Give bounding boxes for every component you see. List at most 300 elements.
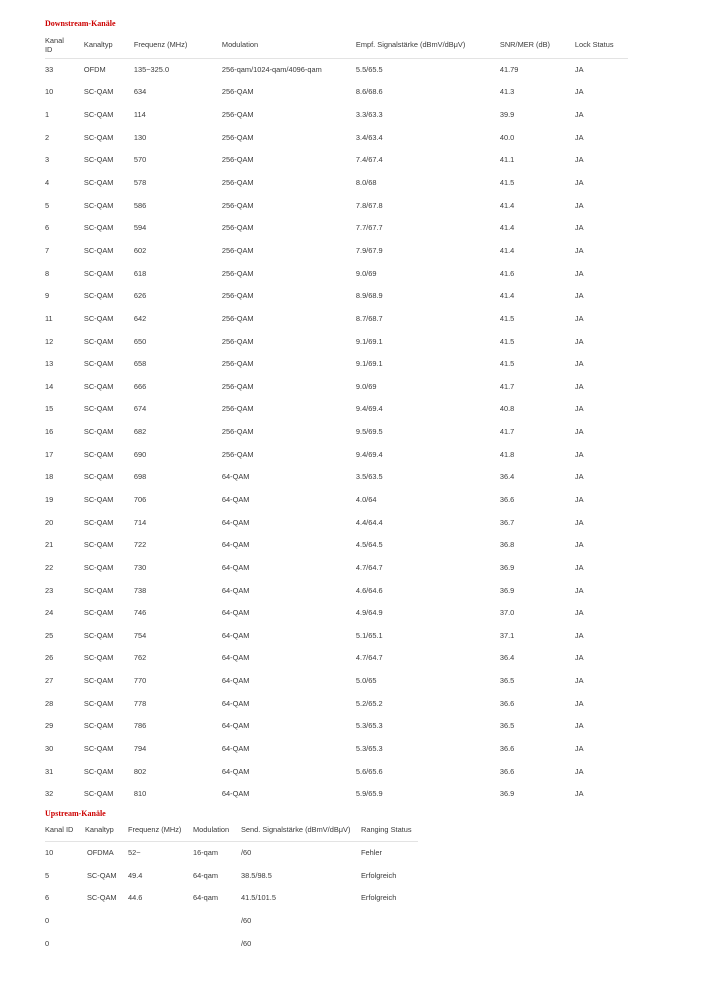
frequenz-cell: 746 <box>133 608 147 618</box>
modulation-cell: 256-qam/1024-qam/4096-qam <box>221 65 322 75</box>
upstream-table <box>45 818 418 954</box>
signalstaerke-cell: 3.3/63.3 <box>355 110 383 120</box>
frequenz-cell: 594 <box>133 223 147 233</box>
modulation-cell: 256-QAM <box>221 245 254 255</box>
signalstaerke-cell: 3.5/63.5 <box>355 472 383 482</box>
header-kanal-id: Kanal ID <box>45 824 74 834</box>
downstream-row <box>45 171 628 194</box>
kanal-id-cell: 19 <box>45 494 54 504</box>
modulation-cell: 64-QAM <box>221 744 250 754</box>
kanal-id-cell: 2 <box>45 132 50 142</box>
signalstaerke-cell: 5.0/65 <box>355 676 377 686</box>
signalstaerke-cell: 3.4/63.4 <box>355 132 383 142</box>
signalstaerke-cell: 9.4/69.4 <box>355 404 383 414</box>
frequenz-cell: 810 <box>133 789 147 799</box>
header-kanaltyp: Kanaltyp <box>83 40 113 50</box>
kanal-id-cell: 11 <box>45 313 53 323</box>
downstream-row <box>45 239 628 262</box>
downstream-row <box>45 126 628 149</box>
downstream-row <box>45 669 628 692</box>
modulation-cell: 256-QAM <box>221 87 254 97</box>
snr-mer-cell: 39.9 <box>499 110 515 120</box>
frequenz-cell: 722 <box>133 540 147 550</box>
downstream-row <box>45 737 628 760</box>
snr-mer-cell: 41.3 <box>499 87 515 97</box>
header-kanal-id: Kanal ID <box>45 35 64 54</box>
lock-status-cell: JA <box>574 313 584 323</box>
modulation-cell: 256-QAM <box>221 449 254 459</box>
downstream-row <box>45 715 628 738</box>
downstream-row <box>45 533 628 556</box>
signalstaerke-cell: 9.1/69.1 <box>355 336 383 346</box>
kanal-id-cell: 8 <box>45 268 50 278</box>
modulation-cell: 256-QAM <box>221 132 254 142</box>
kanal-id-cell: 20 <box>45 517 54 527</box>
header-kanaltyp: Kanaltyp <box>85 824 114 834</box>
kanal-id-cell: 12 <box>45 336 54 346</box>
frequenz-cell: 658 <box>133 359 147 369</box>
kanaltyp-cell: SC-QAM <box>83 721 114 731</box>
frequenz-cell: 794 <box>133 744 147 754</box>
lock-status-cell: JA <box>574 245 584 255</box>
frequenz-cell: 674 <box>133 404 147 414</box>
kanal-id-cell: 22 <box>45 562 54 572</box>
signalstaerke-cell: 7.9/67.9 <box>355 245 383 255</box>
downstream-row <box>45 420 628 443</box>
modulation-cell: 64-QAM <box>221 562 250 572</box>
snr-mer-cell: 36.9 <box>499 585 515 595</box>
lock-status-cell: JA <box>574 540 584 550</box>
signalstaerke-cell: 7.7/67.7 <box>355 223 383 233</box>
frequenz-cell: 786 <box>133 721 147 731</box>
downstream-row <box>45 81 628 104</box>
kanaltyp-cell: SC-QAM <box>83 291 114 301</box>
kanaltyp-cell: SC-QAM <box>83 245 114 255</box>
snr-mer-cell: 37.1 <box>499 630 515 640</box>
signalstaerke-cell: 4.9/64.9 <box>355 608 383 618</box>
downstream-title: Downstream-Kanäle <box>45 19 116 28</box>
modulation-cell: 256-QAM <box>221 178 254 188</box>
kanal-id-cell: 25 <box>45 630 54 640</box>
frequenz-cell: 770 <box>133 676 147 686</box>
signalstaerke-cell: 5.6/65.6 <box>355 766 383 776</box>
signalstaerke-cell: 5.1/65.1 <box>355 630 383 640</box>
snr-mer-cell: 36.9 <box>499 562 515 572</box>
frequenz-cell: 626 <box>133 291 147 301</box>
downstream-row <box>45 103 628 126</box>
frequenz-cell: 578 <box>133 178 147 188</box>
signalstaerke-cell: 7.8/67.8 <box>355 200 383 210</box>
kanaltyp-cell: SC-QAM <box>83 630 114 640</box>
ranging-status-cell: Erfolgreich <box>361 893 397 903</box>
snr-mer-cell: 41.5 <box>499 313 515 323</box>
ranging-status-cell <box>361 932 418 955</box>
header-frequenz: Frequenz (MHz) <box>128 824 182 834</box>
frequenz-cell: 602 <box>133 245 147 255</box>
snr-mer-cell: 36.6 <box>499 494 515 504</box>
snr-mer-cell: 41.5 <box>499 178 515 188</box>
snr-mer-cell: 36.6 <box>499 698 515 708</box>
kanal-id-cell: 6 <box>45 893 50 903</box>
frequenz-cell: 52~ <box>128 848 141 858</box>
snr-mer-cell: 36.7 <box>499 517 515 527</box>
lock-status-cell: JA <box>574 698 584 708</box>
snr-mer-cell: 41.4 <box>499 200 515 210</box>
downstream-row <box>45 624 628 647</box>
frequenz-cell: 130 <box>133 132 147 142</box>
frequenz-cell: 49.4 <box>128 870 143 880</box>
kanal-id-cell: 31 <box>45 766 54 776</box>
send-signalstaerke-cell: 38.5/98.5 <box>241 870 272 880</box>
downstream-row <box>45 511 628 534</box>
frequenz-cell: 634 <box>133 87 147 97</box>
kanal-id-cell: 3 <box>45 155 50 165</box>
signalstaerke-cell: 4.4/64.4 <box>355 517 383 527</box>
downstream-row <box>45 216 628 239</box>
kanaltyp-cell: SC-QAM <box>87 893 117 903</box>
frequenz-cell: 135~325.0 <box>133 65 170 75</box>
signalstaerke-cell: 9.1/69.1 <box>355 359 383 369</box>
frequenz-cell: 738 <box>133 585 147 595</box>
kanaltyp-cell: SC-QAM <box>83 87 114 97</box>
kanaltyp-cell: SC-QAM <box>83 585 114 595</box>
lock-status-cell: JA <box>574 766 584 776</box>
snr-mer-cell: 41.4 <box>499 223 515 233</box>
kanal-id-cell: 33 <box>45 65 54 75</box>
signalstaerke-cell: 5.3/65.3 <box>355 744 383 754</box>
modulation-cell: 64-QAM <box>221 608 250 618</box>
kanaltyp-cell: SC-QAM <box>83 427 114 437</box>
lock-status-cell: JA <box>574 630 584 640</box>
kanal-id-cell: 5 <box>45 870 50 880</box>
modulation-cell: 256-QAM <box>221 404 254 414</box>
kanal-id-cell: 23 <box>45 585 54 595</box>
upstream-row <box>45 909 418 932</box>
kanal-id-cell: 0 <box>45 915 50 925</box>
downstream-row <box>45 488 628 511</box>
modulation-cell: 64-QAM <box>221 653 250 663</box>
downstream-row <box>45 760 628 783</box>
snr-mer-cell: 40.0 <box>499 132 515 142</box>
frequenz-cell: 714 <box>133 517 147 527</box>
modulation-cell: 256-QAM <box>221 427 254 437</box>
modulation-cell: 256-QAM <box>221 223 254 233</box>
kanal-id-cell: 10 <box>45 87 54 97</box>
lock-status-cell: JA <box>574 178 584 188</box>
header-modulation: Modulation <box>193 824 230 834</box>
downstream-header-row <box>45 32 628 58</box>
downstream-row <box>45 579 628 602</box>
downstream-row <box>45 647 628 670</box>
snr-mer-cell: 37.0 <box>499 608 515 618</box>
modulation-cell <box>193 909 241 932</box>
downstream-row <box>45 375 628 398</box>
snr-mer-cell: 36.4 <box>499 472 515 482</box>
snr-mer-cell: 41.79 <box>499 65 519 75</box>
upstream-row <box>45 886 418 909</box>
lock-status-cell: JA <box>574 585 584 595</box>
lock-status-cell: JA <box>574 676 584 686</box>
kanaltyp-cell: SC-QAM <box>83 381 114 391</box>
downstream-row <box>45 443 628 466</box>
frequenz-cell: 586 <box>133 200 147 210</box>
kanaltyp-cell: SC-QAM <box>83 313 114 323</box>
frequenz-cell: 706 <box>133 494 147 504</box>
header-frequenz: Frequenz (MHz) <box>133 40 188 50</box>
signalstaerke-cell: 4.0/64 <box>355 494 377 504</box>
send-signalstaerke-cell: /60 <box>241 915 252 925</box>
snr-mer-cell: 41.8 <box>499 449 515 459</box>
modulation-cell: 64-QAM <box>221 766 250 776</box>
downstream-row <box>45 601 628 624</box>
lock-status-cell: JA <box>574 744 584 754</box>
kanaltyp-cell <box>85 909 128 932</box>
frequenz-cell: 650 <box>133 336 147 346</box>
header-snr-mer: SNR/MER (dB) <box>499 40 551 50</box>
modulation-cell: 64-QAM <box>221 721 250 731</box>
kanaltyp-cell: SC-QAM <box>83 336 114 346</box>
kanal-id-cell: 24 <box>45 608 54 618</box>
kanaltyp-cell: SC-QAM <box>83 449 114 459</box>
kanal-id-cell: 10 <box>45 848 54 858</box>
lock-status-cell: JA <box>574 291 584 301</box>
modulation-cell: 16-qam <box>193 848 219 858</box>
header-send-signalstaerke: Send. Signalstärke (dBmV/dBμV) <box>241 824 351 834</box>
snr-mer-cell: 41.1 <box>499 155 515 165</box>
lock-status-cell: JA <box>574 87 584 97</box>
frequenz-cell <box>128 932 193 955</box>
lock-status-cell: JA <box>574 155 584 165</box>
snr-mer-cell: 36.4 <box>499 653 515 663</box>
signalstaerke-cell: 8.9/68.9 <box>355 291 383 301</box>
send-signalstaerke-cell: /60 <box>241 938 252 948</box>
modulation-cell: 64-QAM <box>221 789 250 799</box>
modulation-cell: 64-qam <box>193 870 219 880</box>
downstream-row <box>45 352 628 375</box>
kanaltyp-cell <box>85 932 128 955</box>
signalstaerke-cell: 4.5/64.5 <box>355 540 383 550</box>
signalstaerke-cell: 4.7/64.7 <box>355 562 383 572</box>
modulation-cell: 64-QAM <box>221 517 250 527</box>
snr-mer-cell: 41.7 <box>499 381 515 391</box>
snr-mer-cell: 41.5 <box>499 359 515 369</box>
kanaltyp-cell: SC-QAM <box>83 155 114 165</box>
kanaltyp-cell: SC-QAM <box>87 870 117 880</box>
snr-mer-cell: 41.4 <box>499 291 515 301</box>
frequenz-cell: 682 <box>133 427 147 437</box>
kanaltyp-cell: SC-QAM <box>83 562 114 572</box>
kanaltyp-cell: SC-QAM <box>83 359 114 369</box>
kanal-id-cell: 7 <box>45 245 50 255</box>
frequenz-cell: 698 <box>133 472 147 482</box>
kanal-id-cell: 18 <box>45 472 54 482</box>
lock-status-cell: JA <box>574 404 584 414</box>
downstream-row <box>45 194 628 217</box>
modulation-cell: 256-QAM <box>221 268 254 278</box>
frequenz-cell: 570 <box>133 155 147 165</box>
frequenz-cell: 642 <box>133 313 147 323</box>
kanaltyp-cell: SC-QAM <box>83 472 114 482</box>
lock-status-cell: JA <box>574 223 584 233</box>
frequenz-cell: 802 <box>133 766 147 776</box>
kanal-id-cell: 5 <box>45 200 50 210</box>
upstream-row <box>45 932 418 955</box>
snr-mer-cell: 36.5 <box>499 721 515 731</box>
modulation-cell: 64-qam <box>193 893 219 903</box>
lock-status-cell: JA <box>574 427 584 437</box>
frequenz-cell: 666 <box>133 381 147 391</box>
kanaltyp-cell: SC-QAM <box>83 608 114 618</box>
snr-mer-cell: 36.8 <box>499 540 515 550</box>
downstream-row <box>45 556 628 579</box>
frequenz-cell: 762 <box>133 653 147 663</box>
modulation-cell: 64-QAM <box>221 585 250 595</box>
kanal-id-cell: 14 <box>45 381 54 391</box>
upstream-title: Upstream-Kanäle <box>45 809 106 818</box>
signalstaerke-cell: 8.0/68 <box>355 178 377 188</box>
modulation-cell: 256-QAM <box>221 336 254 346</box>
kanal-id-cell: 28 <box>45 698 54 708</box>
modulation-cell: 256-QAM <box>221 381 254 391</box>
upstream-row <box>45 841 418 864</box>
snr-mer-cell: 41.5 <box>499 336 515 346</box>
kanaltyp-cell: SC-QAM <box>83 132 114 142</box>
downstream-row <box>45 284 628 307</box>
kanaltyp-cell: SC-QAM <box>83 494 114 504</box>
frequenz-cell <box>128 909 193 932</box>
signalstaerke-cell: 4.7/64.7 <box>355 653 383 663</box>
kanaltyp-cell: SC-QAM <box>83 517 114 527</box>
frequenz-cell: 754 <box>133 630 147 640</box>
ranging-status-cell <box>361 909 418 932</box>
kanaltyp-cell: SC-QAM <box>83 653 114 663</box>
signalstaerke-cell: 4.6/64.6 <box>355 585 383 595</box>
signalstaerke-cell: 5.2/65.2 <box>355 698 383 708</box>
lock-status-cell: JA <box>574 608 584 618</box>
modulation-cell: 64-QAM <box>221 472 250 482</box>
frequenz-cell: 730 <box>133 562 147 572</box>
snr-mer-cell: 36.6 <box>499 744 515 754</box>
kanal-id-cell: 13 <box>45 359 54 369</box>
modulation-cell: 64-QAM <box>221 494 250 504</box>
send-signalstaerke-cell: 41.5/101.5 <box>241 893 276 903</box>
frequenz-cell: 778 <box>133 698 147 708</box>
modulation-cell: 64-QAM <box>221 540 250 550</box>
kanal-id-cell: 4 <box>45 178 50 188</box>
downstream-table <box>45 32 628 805</box>
kanaltyp-cell: SC-QAM <box>83 766 114 776</box>
lock-status-cell: JA <box>574 789 584 799</box>
upstream-header-row <box>45 818 418 841</box>
kanaltyp-cell: SC-QAM <box>83 744 114 754</box>
lock-status-cell: JA <box>574 721 584 731</box>
lock-status-cell: JA <box>574 359 584 369</box>
signalstaerke-cell: 8.6/68.6 <box>355 87 383 97</box>
modulation-cell: 256-QAM <box>221 313 254 323</box>
frequenz-cell: 618 <box>133 268 147 278</box>
signalstaerke-cell: 5.3/65.3 <box>355 721 383 731</box>
kanal-id-cell: 15 <box>45 404 54 414</box>
signalstaerke-cell: 8.7/68.7 <box>355 313 383 323</box>
lock-status-cell: JA <box>574 132 584 142</box>
snr-mer-cell: 36.5 <box>499 676 515 686</box>
upstream-row <box>45 864 418 887</box>
kanal-id-cell: 26 <box>45 653 54 663</box>
kanaltyp-cell: SC-QAM <box>83 110 114 120</box>
kanaltyp-cell: SC-QAM <box>83 200 114 210</box>
snr-mer-cell: 41.7 <box>499 427 515 437</box>
lock-status-cell: JA <box>574 110 584 120</box>
header-modulation: Modulation <box>221 40 259 50</box>
modulation-cell: 256-QAM <box>221 110 254 120</box>
kanal-id-cell: 30 <box>45 744 54 754</box>
modulation-cell: 256-QAM <box>221 291 254 301</box>
modulation-cell: 256-QAM <box>221 155 254 165</box>
kanaltyp-cell: SC-QAM <box>83 698 114 708</box>
frequenz-cell: 690 <box>133 449 147 459</box>
kanaltyp-cell: SC-QAM <box>83 268 114 278</box>
kanal-id-cell: 17 <box>45 449 54 459</box>
lock-status-cell: JA <box>574 472 584 482</box>
ranging-status-cell: Erfolgreich <box>361 870 397 880</box>
kanaltyp-cell: OFDM <box>83 65 106 75</box>
lock-status-cell: JA <box>574 494 584 504</box>
downstream-row <box>45 783 628 806</box>
kanaltyp-cell: SC-QAM <box>83 223 114 233</box>
send-signalstaerke-cell: /60 <box>241 848 252 858</box>
signalstaerke-cell: 9.5/69.5 <box>355 427 383 437</box>
downstream-row <box>45 398 628 421</box>
kanal-id-cell: 9 <box>45 291 50 301</box>
header-signalstaerke: Empf. Signalstärke (dBmV/dBμV) <box>355 40 466 50</box>
kanaltyp-cell: SC-QAM <box>83 178 114 188</box>
kanaltyp-cell: SC-QAM <box>83 676 114 686</box>
lock-status-cell: JA <box>574 268 584 278</box>
signalstaerke-cell: 5.9/65.9 <box>355 789 383 799</box>
lock-status-cell: JA <box>574 449 584 459</box>
kanaltyp-cell: SC-QAM <box>83 789 114 799</box>
modulation-cell: 64-QAM <box>221 630 250 640</box>
kanal-id-cell: 0 <box>45 938 50 948</box>
modulation-cell: 256-QAM <box>221 200 254 210</box>
snr-mer-cell: 40.8 <box>499 404 515 414</box>
signalstaerke-cell: 9.0/69 <box>355 268 377 278</box>
kanal-id-cell: 32 <box>45 789 54 799</box>
signalstaerke-cell: 9.4/69.4 <box>355 449 383 459</box>
downstream-row <box>45 330 628 353</box>
modulation-cell: 64-QAM <box>221 698 250 708</box>
snr-mer-cell: 36.9 <box>499 789 515 799</box>
downstream-row <box>45 466 628 489</box>
kanaltyp-cell: SC-QAM <box>83 540 114 550</box>
kanal-id-cell: 21 <box>45 540 54 550</box>
lock-status-cell: JA <box>574 517 584 527</box>
snr-mer-cell: 36.6 <box>499 766 515 776</box>
signalstaerke-cell: 7.4/67.4 <box>355 155 383 165</box>
frequenz-cell: 44.6 <box>128 893 143 903</box>
kanal-id-cell: 29 <box>45 721 54 731</box>
header-ranging-status: Ranging Status <box>361 824 412 834</box>
downstream-row <box>45 149 628 172</box>
kanaltyp-cell: OFDMA <box>87 848 114 858</box>
downstream-row <box>45 692 628 715</box>
kanal-id-cell: 6 <box>45 223 50 233</box>
lock-status-cell: JA <box>574 562 584 572</box>
kanal-id-cell: 27 <box>45 676 54 686</box>
lock-status-cell: JA <box>574 653 584 663</box>
signalstaerke-cell: 5.5/65.5 <box>355 65 383 75</box>
downstream-row <box>45 58 628 81</box>
